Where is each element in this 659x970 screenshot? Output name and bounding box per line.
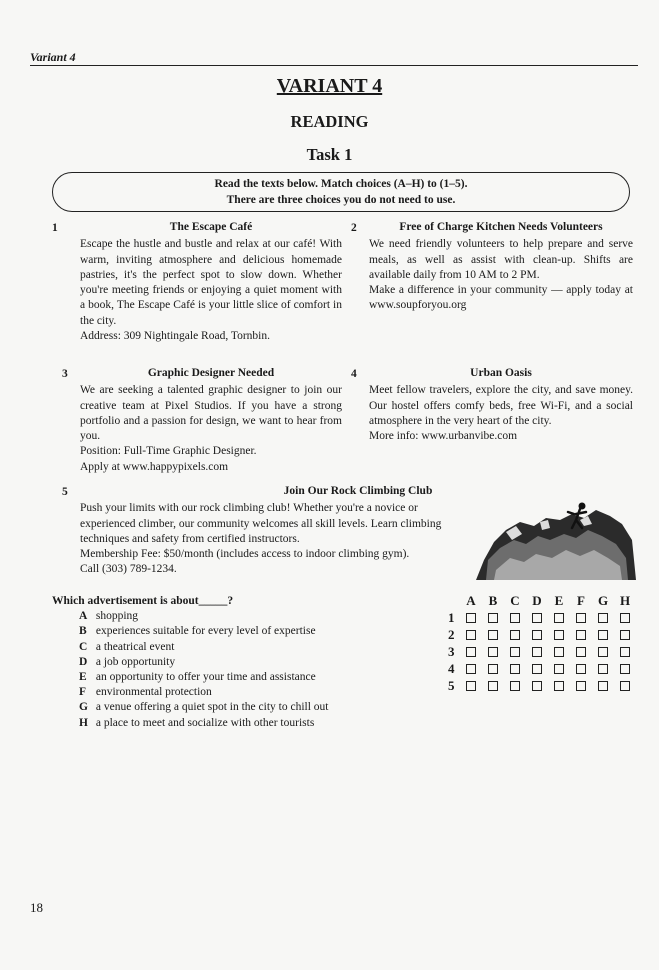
ad-number-3: 3: [62, 368, 68, 380]
choice-text: shopping: [95, 610, 139, 623]
instructions-line-2: There are three choices you do not need to use.: [226, 194, 456, 206]
answer-checkbox[interactable]: [488, 681, 498, 691]
answer-checkbox[interactable]: [576, 664, 586, 674]
ad-2-title: Free of Charge Kitchen Needs Volunteers: [399, 221, 603, 233]
ad-4-text: Meet fellow travelers, explore the city, and save money. Our hostel offers comfy beds, free Wi-Fi, and a social atmosphere in the very heart of the city.: [369, 384, 633, 427]
answer-checkbox[interactable]: [466, 664, 476, 674]
ad-3-title: Graphic Designer Needed: [147, 367, 275, 379]
choice-text: a job opportunity: [95, 655, 176, 668]
answer-checkbox[interactable]: [488, 613, 498, 623]
answer-checkbox[interactable]: [598, 613, 608, 623]
answer-checkbox[interactable]: [488, 664, 498, 674]
grid-column-h: H: [619, 592, 631, 608]
choice-a: [52, 609, 432, 624]
answer-checkbox[interactable]: [554, 647, 564, 657]
header-rule: [30, 65, 638, 66]
rock-climber-illustration: [476, 500, 636, 580]
answer-checkbox[interactable]: [620, 681, 630, 691]
ad-number-1: 1: [52, 222, 58, 234]
instructions-line-1: Read the texts below. Match choices (A–H) to (1–5).: [214, 178, 468, 190]
answer-checkbox[interactable]: [620, 664, 630, 674]
task-title: Task 1: [306, 145, 353, 164]
ad-1-text: Escape the hustle and bustle and relax at our café! With warm, inviting atmosphere and delicious homemade pastries, it's the perfect spot to slow down. Whether you're meeting friends or enjoying a quiet moment with a book, The Escape Café is your little slice of comfort in the city.: [80, 238, 342, 327]
ad-5-fee: Membership Fee: $50/month (includes access to indoor climbing gym).: [80, 548, 410, 561]
variant-title: VARIANT 4: [276, 75, 383, 97]
answer-checkbox[interactable]: [510, 647, 520, 657]
ad-1: [80, 220, 342, 344]
answer-grid: [448, 592, 636, 694]
answer-checkbox[interactable]: [598, 630, 608, 640]
choice-text: a place to meet and socialize with other tourists: [95, 716, 315, 729]
ad-5-phone: Call (303) 789-1234.: [80, 563, 177, 576]
grid-column-e: E: [554, 592, 564, 608]
ad-number-4: 4: [351, 368, 357, 380]
grid-row-label: 1: [448, 609, 455, 625]
running-head: Variant 4: [30, 50, 76, 64]
grid-column-a: A: [466, 592, 476, 608]
answer-checkbox[interactable]: [532, 681, 542, 691]
choice-letter: E: [79, 671, 87, 684]
ad-3-apply: Apply at www.happypixels.com: [80, 460, 229, 473]
answer-checkbox[interactable]: [576, 613, 586, 623]
answer-grid-row-3: [448, 643, 636, 660]
choice-text: an opportunity to offer your time and assistance: [95, 671, 316, 684]
choice-text: environmental protection: [95, 686, 212, 699]
answer-grid-row-2: [448, 626, 636, 643]
grid-column-g: G: [597, 592, 609, 608]
choice-letter: F: [79, 686, 87, 699]
choice-g: [52, 700, 432, 715]
answer-checkbox[interactable]: [576, 647, 586, 657]
choice-h: [52, 716, 432, 731]
answer-checkbox[interactable]: [576, 681, 586, 691]
answer-checkbox[interactable]: [532, 630, 542, 640]
answer-checkbox[interactable]: [620, 630, 630, 640]
choice-letter: D: [79, 655, 88, 668]
choice-text: a theatrical event: [95, 640, 175, 653]
ad-3-text: We are seeking a talented graphic designer to join our creative team at Pixel Studios. If you have a strong portfolio and a passion for design, we want to hear from you.: [80, 384, 342, 443]
answer-checkbox[interactable]: [532, 613, 542, 623]
grid-column-f: F: [577, 592, 585, 608]
answer-grid-header: [448, 592, 636, 609]
ad-1-title: The Escape Café: [169, 221, 253, 233]
answer-checkbox[interactable]: [554, 630, 564, 640]
ad-5-text: Push your limits with our rock climbing club! Whether you're a novice or experienced climber, our community welcomes all skill levels. Learn climbing techniques and safety from certified instructors.: [80, 502, 442, 545]
answer-grid-row-5: [448, 677, 636, 694]
section-title: READING: [290, 112, 369, 131]
ad-4: [369, 366, 633, 444]
answer-checkbox[interactable]: [510, 664, 520, 674]
instructions-box: [52, 172, 630, 212]
ad-3-position: Position: Full-Time Graphic Designer.: [80, 445, 257, 458]
choice-letter: H: [79, 716, 88, 729]
choice-e: [52, 670, 432, 685]
ad-3: [80, 366, 342, 475]
choice-text: experiences suitable for every level of expertise: [95, 625, 316, 638]
choice-text: a venue offering a quiet spot in the city to chill out: [95, 701, 329, 714]
page-number: 18: [30, 900, 43, 915]
answer-checkbox[interactable]: [598, 647, 608, 657]
grid-row-label: 3: [448, 643, 455, 659]
answer-checkbox[interactable]: [510, 613, 520, 623]
answer-checkbox[interactable]: [598, 664, 608, 674]
answer-checkbox[interactable]: [466, 681, 476, 691]
ad-number-2: 2: [351, 222, 357, 234]
grid-row-label: 2: [448, 626, 455, 642]
answer-checkbox[interactable]: [488, 647, 498, 657]
ad-number-5: 5: [62, 486, 68, 498]
ad-2-apply: Make a difference in your community — apply today at www.soupforyou.org: [369, 284, 633, 312]
grid-column-c: C: [510, 592, 520, 608]
grid-row-label: 4: [448, 660, 455, 676]
ad-4-info: More info: www.urbanvibe.com: [369, 430, 518, 443]
answer-checkbox[interactable]: [554, 613, 564, 623]
grid-column-d: D: [532, 592, 542, 608]
choice-letter: B: [79, 625, 87, 638]
answer-checkbox[interactable]: [466, 647, 476, 657]
ad-5-title: Join Our Rock Climbing Club: [283, 485, 433, 497]
grid-row-label: 5: [448, 677, 455, 693]
answer-checkbox[interactable]: [488, 630, 498, 640]
answer-checkbox[interactable]: [620, 647, 630, 657]
answer-checkbox[interactable]: [620, 613, 630, 623]
answer-checkbox[interactable]: [554, 664, 564, 674]
answer-checkbox[interactable]: [466, 613, 476, 623]
choice-letter: A: [79, 610, 88, 623]
answer-checkbox[interactable]: [598, 681, 608, 691]
answer-checkbox[interactable]: [510, 681, 520, 691]
choice-letter: C: [79, 640, 88, 653]
answer-checkbox[interactable]: [532, 647, 542, 657]
answer-checkbox[interactable]: [576, 630, 586, 640]
answer-grid-row-1: [448, 609, 636, 626]
grid-column-b: B: [488, 592, 498, 608]
ad-1-address: Address: 309 Nightingale Road, Tornbin.: [80, 330, 270, 343]
answer-checkbox[interactable]: [554, 681, 564, 691]
answer-grid-row-4: [448, 660, 636, 677]
ad-4-title: Urban Oasis: [470, 367, 532, 379]
choice-c: [52, 640, 432, 655]
choice-letter: G: [79, 701, 88, 714]
ad-2-text: We need friendly volunteers to help prepare and serve meals, as well as assist with clean-up. Shifts are available daily from 10 AM to 2 PM.: [369, 238, 633, 281]
answer-checkbox[interactable]: [510, 630, 520, 640]
choice-f: [52, 685, 432, 700]
answer-checkbox[interactable]: [532, 664, 542, 674]
choice-b: [52, 624, 432, 639]
choice-d: [52, 655, 432, 670]
question-prompt: Which advertisement is about_____?: [52, 595, 234, 607]
ad-2: [369, 220, 633, 314]
question-block: [52, 594, 432, 731]
answer-checkbox[interactable]: [466, 630, 476, 640]
